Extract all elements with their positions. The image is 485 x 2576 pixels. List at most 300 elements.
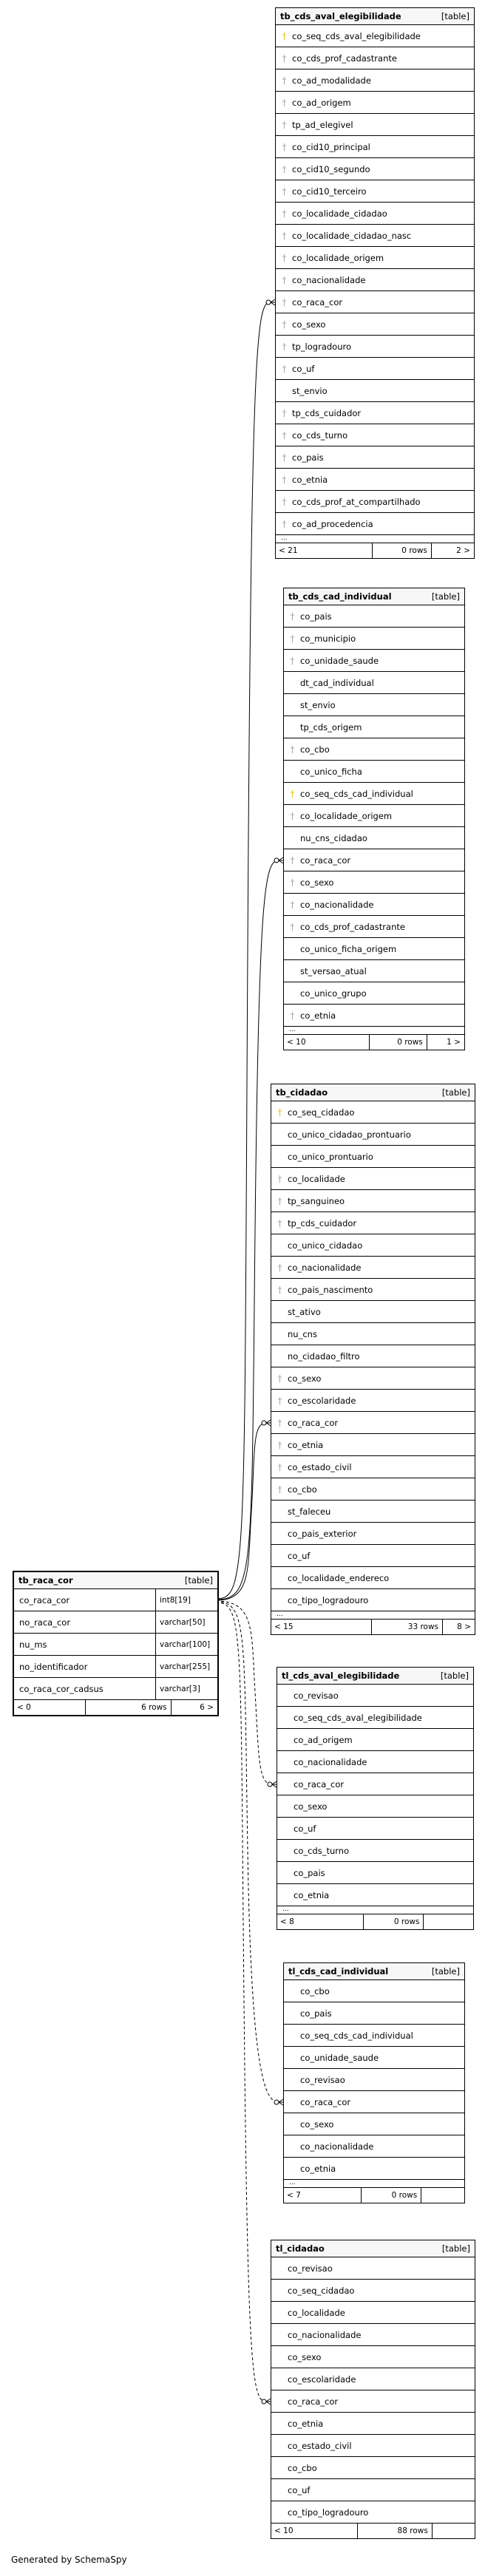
- column-name: co_uf: [288, 1550, 311, 1561]
- table-header: [271, 2240, 475, 2257]
- column-row[interactable]: [284, 628, 464, 650]
- column-row[interactable]: [284, 738, 464, 761]
- column-cell: [276, 408, 474, 418]
- foreign-key-icon: †: [277, 1195, 282, 1206]
- column-row[interactable]: [276, 158, 474, 180]
- column-cell: [14, 1617, 155, 1628]
- column-row[interactable]: [14, 1611, 217, 1634]
- column-name: co_escolaridade: [288, 1395, 356, 1406]
- column-row[interactable]: [284, 805, 464, 827]
- primary-key-icon: †: [290, 788, 295, 799]
- column-name: co_raca_cor: [288, 1417, 339, 1428]
- foreign-key-icon: †: [277, 1417, 282, 1428]
- column-row[interactable]: [271, 2435, 475, 2457]
- column-name: co_unico_grupo: [300, 988, 367, 999]
- table-type-label: [table]: [441, 1087, 470, 1098]
- table-type-label: [table]: [184, 1575, 213, 1586]
- column-name: co_localidade: [288, 1173, 345, 1184]
- generator-credit: Generated by SchemaSpy: [11, 2555, 127, 2565]
- column-row[interactable]: [277, 1840, 473, 1862]
- column-row[interactable]: [271, 2413, 475, 2435]
- column-name: no_cidadao_filtro: [288, 1350, 360, 1362]
- column-row[interactable]: [284, 694, 464, 716]
- column-cell: [284, 2141, 464, 2152]
- column-row[interactable]: [276, 446, 474, 469]
- column-name: co_sexo: [300, 877, 334, 888]
- column-cell: [271, 1462, 475, 1472]
- column-cell: [277, 1890, 473, 1900]
- column-cell: [284, 2119, 464, 2130]
- column-row[interactable]: [276, 291, 474, 313]
- table-tb-cds-cad-individual[interactable]: [283, 588, 465, 1050]
- column-row[interactable]: [271, 1567, 475, 1589]
- foreign-key-icon: †: [290, 633, 295, 644]
- column-name: dt_cad_individual: [300, 677, 374, 688]
- column-name: co_cid10_principal: [292, 141, 370, 152]
- foreign-key-icon: †: [282, 141, 287, 152]
- column-name: co_pais: [292, 452, 324, 463]
- column-name: co_unico_ficha: [300, 766, 362, 777]
- column-cell: [14, 1684, 155, 1694]
- column-row[interactable]: [284, 761, 464, 783]
- column-cell: [271, 1218, 475, 1228]
- column-name: co_ad_modalidade: [292, 75, 371, 86]
- foreign-key-icon: †: [290, 810, 295, 821]
- column-name: tp_cds_cuidador: [292, 407, 362, 418]
- parents-count: [423, 1914, 473, 1929]
- foreign-key-icon: †: [282, 429, 287, 441]
- column-type: varchar[3]: [155, 1678, 217, 1699]
- column-row[interactable]: [271, 1257, 475, 1279]
- column-name: co_cbo: [288, 1484, 317, 1495]
- column-cell: [277, 1801, 473, 1812]
- column-row[interactable]: [271, 1168, 475, 1190]
- column-cell: [284, 2008, 464, 2019]
- column-name: tp_cds_origem: [300, 721, 362, 733]
- column-name: co_seq_cds_aval_elegibilidade: [294, 1712, 422, 1723]
- column-row[interactable]: [271, 2302, 475, 2324]
- column-cell: [276, 497, 474, 507]
- column-name: nu_cns_cidadao: [300, 832, 367, 843]
- column-cell: [271, 2507, 475, 2518]
- table-footer: [271, 1620, 475, 1634]
- foreign-key-icon: †: [277, 1262, 282, 1273]
- column-cell: [271, 1152, 475, 1162]
- column-row[interactable]: [276, 402, 474, 424]
- column-name: co_sexo: [292, 319, 326, 330]
- column-row[interactable]: [277, 1707, 473, 1729]
- parents-count: [432, 2524, 475, 2538]
- foreign-key-icon: †: [290, 744, 295, 755]
- column-row[interactable]: [284, 2113, 464, 2135]
- table-footer: [276, 543, 474, 558]
- column-row[interactable]: [271, 2324, 475, 2346]
- column-row[interactable]: [271, 1589, 475, 1611]
- column-name: st_faleceu: [288, 1506, 331, 1517]
- column-cell: [284, 2075, 464, 2085]
- column-name: co_ad_origem: [292, 97, 351, 108]
- foreign-key-icon: †: [277, 1439, 282, 1450]
- column-row[interactable]: [276, 313, 474, 336]
- column-row[interactable]: [284, 2025, 464, 2047]
- column-row[interactable]: [271, 1434, 475, 1456]
- column-row[interactable]: [271, 1390, 475, 1412]
- table-type-label: [table]: [431, 1966, 460, 1977]
- column-row[interactable]: [277, 1751, 473, 1773]
- column-row[interactable]: [271, 1279, 475, 1301]
- foreign-key-icon: †: [277, 1395, 282, 1406]
- relationship-edge: [216, 1423, 266, 1600]
- table-header: [276, 8, 474, 25]
- foreign-key-icon: †: [282, 252, 287, 263]
- column-row[interactable]: [284, 650, 464, 672]
- column-cell: [271, 1129, 475, 1140]
- column-cell: [284, 611, 464, 622]
- column-name: co_unidade_saude: [300, 2052, 379, 2063]
- column-cell: [284, 877, 464, 888]
- column-row[interactable]: [271, 1478, 475, 1501]
- column-name: co_raca_cor: [300, 854, 351, 866]
- column-row[interactable]: [271, 1523, 475, 1545]
- column-row[interactable]: [284, 894, 464, 916]
- column-row[interactable]: [284, 605, 464, 628]
- column-name: co_seq_cds_cad_individual: [300, 788, 413, 799]
- column-cell: [284, 789, 464, 799]
- column-name: co_etnia: [288, 1439, 324, 1450]
- primary-key-icon: †: [282, 30, 287, 41]
- table-type-label: [table]: [440, 1671, 469, 1681]
- column-cell: [271, 1529, 475, 1539]
- foreign-key-icon: †: [282, 496, 287, 507]
- column-row[interactable]: [14, 1656, 217, 1678]
- row-count: 0 rows: [363, 1914, 424, 1929]
- column-row[interactable]: [284, 2047, 464, 2069]
- table-name: tl_cds_cad_individual: [288, 1966, 389, 1977]
- column-cell: [271, 1307, 475, 1317]
- column-name: co_etnia: [300, 1010, 336, 1021]
- children-count: < 7: [287, 2191, 301, 2200]
- column-name: co_raca_cor_cadsus: [19, 1683, 104, 1694]
- parents-count: 2 >: [431, 543, 474, 558]
- column-row[interactable]: [276, 225, 474, 247]
- table-tl-cds-aval-elegibilidade[interactable]: [277, 1667, 474, 1930]
- column-name: co_etnia: [292, 474, 328, 485]
- column-row[interactable]: [276, 336, 474, 358]
- column-cell: [284, 2097, 464, 2107]
- column-cell: [276, 186, 474, 197]
- column-row[interactable]: [284, 2069, 464, 2091]
- row-count: 0 rows: [361, 2188, 421, 2203]
- column-cell: [271, 1196, 475, 1206]
- column-cell: [276, 319, 474, 330]
- column-row[interactable]: [271, 2501, 475, 2524]
- foreign-key-icon: †: [290, 854, 295, 866]
- column-row[interactable]: [276, 180, 474, 203]
- column-row[interactable]: [284, 938, 464, 960]
- foreign-key-icon: †: [290, 1010, 295, 1021]
- row-count: 0 rows: [372, 543, 431, 558]
- column-name: co_nacionalidade: [300, 899, 374, 910]
- column-name: co_escolaridade: [288, 2373, 356, 2385]
- table-header: [284, 1963, 464, 1980]
- table-tb-cidadao[interactable]: [271, 1084, 475, 1635]
- relationship-edge: [216, 1603, 266, 2402]
- foreign-key-icon: †: [277, 1173, 282, 1184]
- table-tb-cds-aval-elegibilidade[interactable]: [275, 7, 475, 559]
- column-row[interactable]: [276, 247, 474, 269]
- column-name: co_etnia: [288, 2418, 324, 2429]
- column-name: co_cds_prof_cadastrante: [292, 52, 397, 64]
- table-name: tb_cds_aval_elegibilidade: [280, 11, 401, 21]
- foreign-key-icon: †: [290, 921, 295, 932]
- column-cell: [276, 75, 474, 86]
- column-row[interactable]: [276, 114, 474, 136]
- column-row[interactable]: [276, 136, 474, 158]
- column-row[interactable]: [284, 1005, 464, 1027]
- primary-key-icon: †: [277, 1107, 282, 1118]
- column-row[interactable]: [284, 960, 464, 982]
- table-tl-cidadao[interactable]: [271, 2240, 475, 2539]
- parents-count: 6 >: [171, 1700, 217, 1715]
- column-name: co_revisao: [294, 1690, 339, 1701]
- column-row[interactable]: [276, 491, 474, 513]
- column-name: co_sexo: [300, 2118, 334, 2130]
- column-row[interactable]: [271, 2346, 475, 2368]
- column-row[interactable]: [271, 1101, 475, 1124]
- column-row[interactable]: [271, 1190, 475, 1212]
- column-row[interactable]: [276, 47, 474, 69]
- column-cell: [271, 2374, 475, 2385]
- column-name: co_uf: [292, 363, 315, 374]
- column-row[interactable]: [271, 1124, 475, 1146]
- column-name: co_nacionalidade: [300, 2141, 374, 2152]
- column-row[interactable]: [271, 2457, 475, 2479]
- column-cell: [276, 475, 474, 485]
- column-cell: [276, 386, 474, 396]
- column-row[interactable]: [284, 1980, 464, 2002]
- column-row[interactable]: [277, 1862, 473, 1884]
- column-cell: [271, 1329, 475, 1339]
- column-row[interactable]: [284, 2135, 464, 2158]
- column-row[interactable]: [271, 2390, 475, 2413]
- column-cell: [276, 53, 474, 64]
- column-name: co_pais_exterior: [288, 1528, 357, 1539]
- column-row[interactable]: [276, 358, 474, 380]
- foreign-key-icon: †: [282, 186, 287, 197]
- column-row[interactable]: [277, 1729, 473, 1751]
- column-cell: [271, 2396, 475, 2407]
- column-row[interactable]: [14, 1678, 217, 1700]
- column-row[interactable]: [277, 1795, 473, 1818]
- column-row[interactable]: [271, 2257, 475, 2280]
- column-row[interactable]: [276, 69, 474, 92]
- table-tb-raca-cor[interactable]: [13, 1571, 219, 1716]
- foreign-key-icon: †: [282, 452, 287, 463]
- column-row[interactable]: [284, 2091, 464, 2113]
- column-name: co_cbo: [300, 1985, 330, 1996]
- foreign-key-icon: †: [290, 899, 295, 910]
- column-row[interactable]: [277, 1884, 473, 1906]
- column-cell: [271, 2485, 475, 2495]
- table-footer: [277, 1914, 473, 1929]
- column-row[interactable]: [271, 2479, 475, 2501]
- table-header: [277, 1668, 473, 1685]
- column-name: co_unidade_saude: [300, 655, 379, 666]
- column-row[interactable]: [271, 1301, 475, 1323]
- column-cell: [284, 966, 464, 976]
- column-cell: [271, 1285, 475, 1295]
- column-name: co_localidade_origem: [292, 252, 384, 263]
- column-cell: [276, 519, 474, 529]
- column-name: co_nacionalidade: [288, 2329, 362, 2340]
- row-count: 6 rows: [85, 1700, 171, 1715]
- column-row[interactable]: [284, 783, 464, 805]
- column-row[interactable]: [277, 1818, 473, 1840]
- column-name: co_cds_prof_at_compartilhado: [292, 496, 421, 507]
- children-count: < 10: [274, 2526, 294, 2535]
- column-row[interactable]: [284, 2002, 464, 2025]
- column-name: st_ativo: [288, 1306, 321, 1317]
- foreign-key-icon: †: [277, 1484, 282, 1495]
- column-row[interactable]: [271, 1367, 475, 1390]
- parents-count: [421, 2188, 464, 2203]
- column-row[interactable]: [271, 1412, 475, 1434]
- column-row[interactable]: [271, 1501, 475, 1523]
- column-row[interactable]: [271, 1345, 475, 1367]
- table-footer: [14, 1700, 217, 1715]
- column-row[interactable]: [271, 1212, 475, 1234]
- column-row[interactable]: [271, 1545, 475, 1567]
- foreign-key-icon: †: [277, 1461, 282, 1472]
- column-cell: [284, 2164, 464, 2174]
- relationship-edge: [216, 1601, 272, 1784]
- column-cell: [271, 2419, 475, 2429]
- column-cell: [271, 2286, 475, 2296]
- foreign-key-icon: †: [290, 611, 295, 622]
- column-row[interactable]: [284, 716, 464, 738]
- column-cell: [271, 1174, 475, 1184]
- column-row[interactable]: [14, 1634, 217, 1656]
- column-row[interactable]: [271, 2280, 475, 2302]
- column-name: tp_sanguineo: [288, 1195, 345, 1206]
- column-cell: [271, 1484, 475, 1495]
- column-row[interactable]: [277, 1773, 473, 1795]
- column-row[interactable]: [271, 1234, 475, 1257]
- column-name: co_cbo: [300, 744, 330, 755]
- column-name: co_estado_civil: [288, 1461, 352, 1472]
- table-tl-cds-cad-individual[interactable]: [283, 1962, 465, 2203]
- foreign-key-icon: †: [282, 97, 287, 108]
- column-row[interactable]: [284, 871, 464, 894]
- column-cell: [276, 208, 474, 219]
- column-name: no_raca_cor: [19, 1617, 71, 1628]
- edge-optional-marker: [268, 1782, 272, 1787]
- column-cell: [271, 1573, 475, 1583]
- column-cell: [276, 31, 474, 41]
- column-name: nu_ms: [19, 1639, 47, 1650]
- column-cell: [284, 1010, 464, 1021]
- column-row[interactable]: [284, 916, 464, 938]
- table-name: tb_cds_cad_individual: [288, 591, 392, 602]
- ellipsis-row: ...: [277, 1906, 473, 1914]
- table-footer: [271, 2524, 475, 2538]
- column-cell: [284, 2030, 464, 2041]
- column-name: nu_cns: [288, 1328, 317, 1339]
- column-name: co_uf: [288, 2484, 311, 2495]
- column-row[interactable]: [284, 672, 464, 694]
- column-cell: [277, 1713, 473, 1723]
- column-row[interactable]: [276, 424, 474, 446]
- column-cell: [276, 341, 474, 352]
- column-row[interactable]: [284, 2158, 464, 2180]
- row-count: 33 rows: [371, 1620, 442, 1634]
- column-row[interactable]: [271, 1323, 475, 1345]
- column-cell: [277, 1757, 473, 1767]
- column-row[interactable]: [271, 2368, 475, 2390]
- table-name: tb_raca_cor: [18, 1575, 73, 1586]
- column-row[interactable]: [276, 203, 474, 225]
- column-name: co_cds_turno: [294, 1845, 350, 1856]
- column-row[interactable]: [276, 92, 474, 114]
- foreign-key-icon: †: [290, 877, 295, 888]
- column-cell: [276, 164, 474, 174]
- column-row[interactable]: [276, 513, 474, 535]
- column-name: co_raca_cor: [292, 296, 343, 307]
- column-cell: [284, 700, 464, 710]
- foreign-key-icon: †: [277, 1373, 282, 1384]
- column-row[interactable]: [284, 827, 464, 849]
- column-row[interactable]: [276, 469, 474, 491]
- foreign-key-icon: †: [282, 518, 287, 529]
- foreign-key-icon: †: [282, 407, 287, 418]
- column-cell: [14, 1662, 155, 1672]
- column-name: co_nacionalidade: [294, 1756, 367, 1767]
- ellipsis-row: ...: [276, 535, 474, 543]
- table-header: [271, 1084, 475, 1101]
- column-cell: [284, 767, 464, 777]
- column-name: co_pais: [300, 2008, 332, 2019]
- column-row[interactable]: [271, 1146, 475, 1168]
- relationship-edge: [216, 302, 271, 1599]
- column-row[interactable]: [276, 380, 474, 402]
- column-cell: [284, 2053, 464, 2063]
- column-name: co_nacionalidade: [288, 1262, 362, 1273]
- column-row[interactable]: [271, 1456, 475, 1478]
- table-header: [284, 588, 464, 605]
- column-row[interactable]: [14, 1589, 217, 1611]
- column-row[interactable]: [284, 982, 464, 1005]
- edge-optional-marker: [266, 300, 271, 305]
- row-count: 0 rows: [369, 1035, 427, 1050]
- column-name: tp_ad_elegivel: [292, 119, 353, 130]
- column-name: co_tipo_logradouro: [288, 1594, 369, 1605]
- column-name: co_localidade_origem: [300, 810, 393, 821]
- column-row[interactable]: [276, 25, 474, 47]
- column-name: co_seq_cds_aval_elegibilidade: [292, 30, 421, 41]
- table-name: tb_cidadao: [276, 1087, 328, 1098]
- column-row[interactable]: [276, 269, 474, 291]
- column-cell: [276, 231, 474, 241]
- column-cell: [277, 1824, 473, 1834]
- column-row[interactable]: [284, 849, 464, 871]
- column-cell: [271, 2441, 475, 2451]
- column-name: co_raca_cor: [300, 2096, 351, 2107]
- column-row[interactable]: [277, 1685, 473, 1707]
- column-name: st_envio: [300, 699, 336, 710]
- column-cell: [271, 1107, 475, 1118]
- column-cell: [276, 120, 474, 130]
- column-name: co_pais: [300, 611, 332, 622]
